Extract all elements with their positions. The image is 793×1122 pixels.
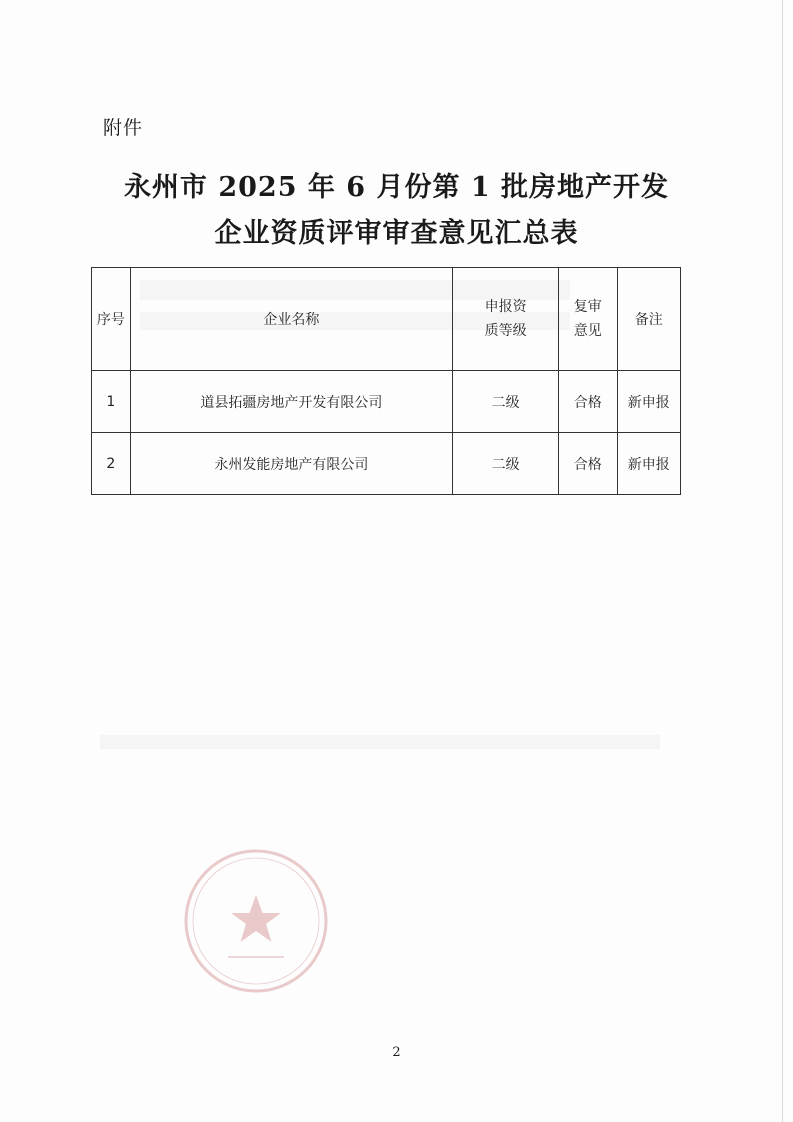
header-review-opinion [559, 268, 617, 371]
official-seal-stamp [180, 845, 332, 997]
cell-note: 新申报 [617, 371, 680, 433]
star-icon [231, 895, 281, 942]
header-opinion-line-1: 复审 [573, 299, 602, 315]
table-header-row [92, 268, 681, 371]
page-title-line-1: 永州市 2025 年 6 月份第 1 批房地产开发 [123, 172, 670, 203]
header-note: 备注 [617, 268, 680, 371]
page-title-line-2: 企业资质评审审查意见汇总表 [214, 218, 579, 249]
header-level-line-1: 申报资 [484, 299, 527, 315]
header-qualification-level [453, 268, 559, 371]
cell-qualification-level: 二级 [453, 371, 559, 433]
cell-company-name: 道县拓疆房地产开发有限公司 [130, 371, 452, 433]
header-opinion-line-2: 意见 [573, 323, 602, 339]
header-level-line-2: 质等级 [484, 323, 527, 339]
cell-company-name: 永州发能房地产有限公司 [130, 433, 452, 495]
header-company-name: 企业名称 [130, 268, 452, 371]
review-summary-table [91, 267, 681, 495]
attachment-label: 附件 [103, 117, 144, 139]
cell-note: 新申报 [617, 433, 680, 495]
header-index: 序号 [92, 268, 131, 371]
cell-review-opinion: 合格 [559, 371, 617, 433]
table-row [92, 371, 681, 433]
scan-ghost-band [100, 735, 660, 749]
cell-review-opinion: 合格 [559, 433, 617, 495]
table-row [92, 433, 681, 495]
cell-index: 1 [92, 371, 131, 433]
page-number: 2 [392, 1045, 401, 1060]
cell-qualification-level: 二级 [453, 433, 559, 495]
cell-index: 2 [92, 433, 131, 495]
